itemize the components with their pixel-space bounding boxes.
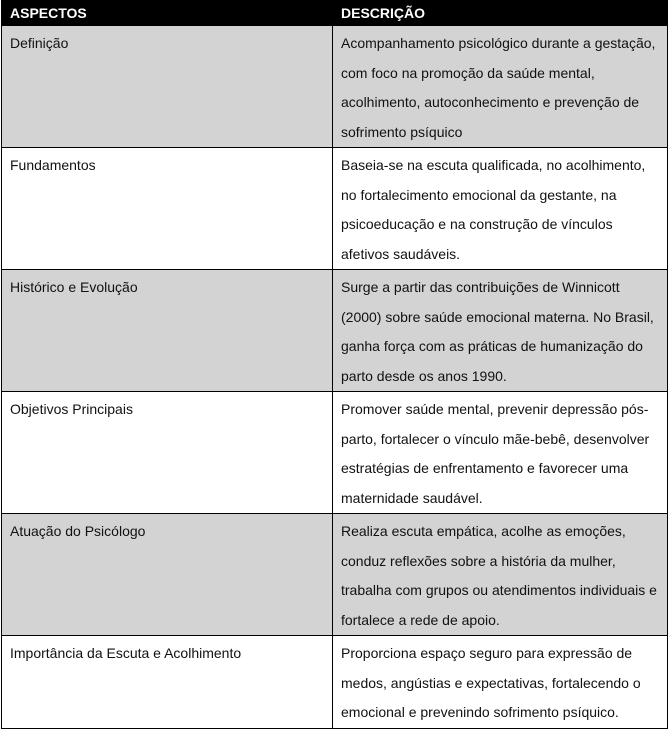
aspects-table (1, 0, 668, 729)
table-row (2, 148, 668, 270)
description-cell: Realiza escuta empática, acolhe as emoções, conduz reflexões sobre a história da mulher, trabalha com grupos ou atendimentos individuais e fortalece a rede de apoio. (333, 514, 668, 636)
header-aspects: ASPECTOS (2, 1, 333, 26)
aspect-cell: Objetivos Principais (2, 392, 333, 514)
description-cell: Acompanhamento psicológico durante a gestação, com foco na promoção da saúde mental, acolhimento, autoconhecimento e prevenção de sofrimento psíquico (333, 26, 668, 148)
table-row (2, 514, 668, 636)
description-cell: Surge a partir das contribuições de Winnicott (2000) sobre saúde emocional materna. No Brasil, ganha força com as práticas de humanização do parto desde os anos 1990. (333, 270, 668, 392)
table-row (2, 392, 668, 514)
header-description: DESCRIÇÃO (333, 1, 668, 26)
aspect-cell: Importância da Escuta e Acolhimento (2, 636, 333, 729)
table-header-row (2, 1, 668, 26)
description-cell: Promover saúde mental, prevenir depressão pós-parto, fortalecer o vínculo mãe-bebê, desenvolver estratégias de enfrentamento e favorecer uma maternidade saudável. (333, 392, 668, 514)
aspect-cell: Definição (2, 26, 333, 148)
description-cell: Baseia-se na escuta qualificada, no acolhimento, no fortalecimento emocional da gestante, na psicoeducação e na construção de vínculos afetivos saudáveis. (333, 148, 668, 270)
aspect-cell: Fundamentos (2, 148, 333, 270)
aspect-cell: Histórico e Evolução (2, 270, 333, 392)
description-cell: Proporciona espaço seguro para expressão de medos, angústias e expectativas, fortalecendo o emocional e prevenindo sofrimento psíquico. (333, 636, 668, 729)
table-row (2, 270, 668, 392)
table-row (2, 26, 668, 148)
table-row (2, 636, 668, 729)
aspect-cell: Atuação do Psicólogo (2, 514, 333, 636)
